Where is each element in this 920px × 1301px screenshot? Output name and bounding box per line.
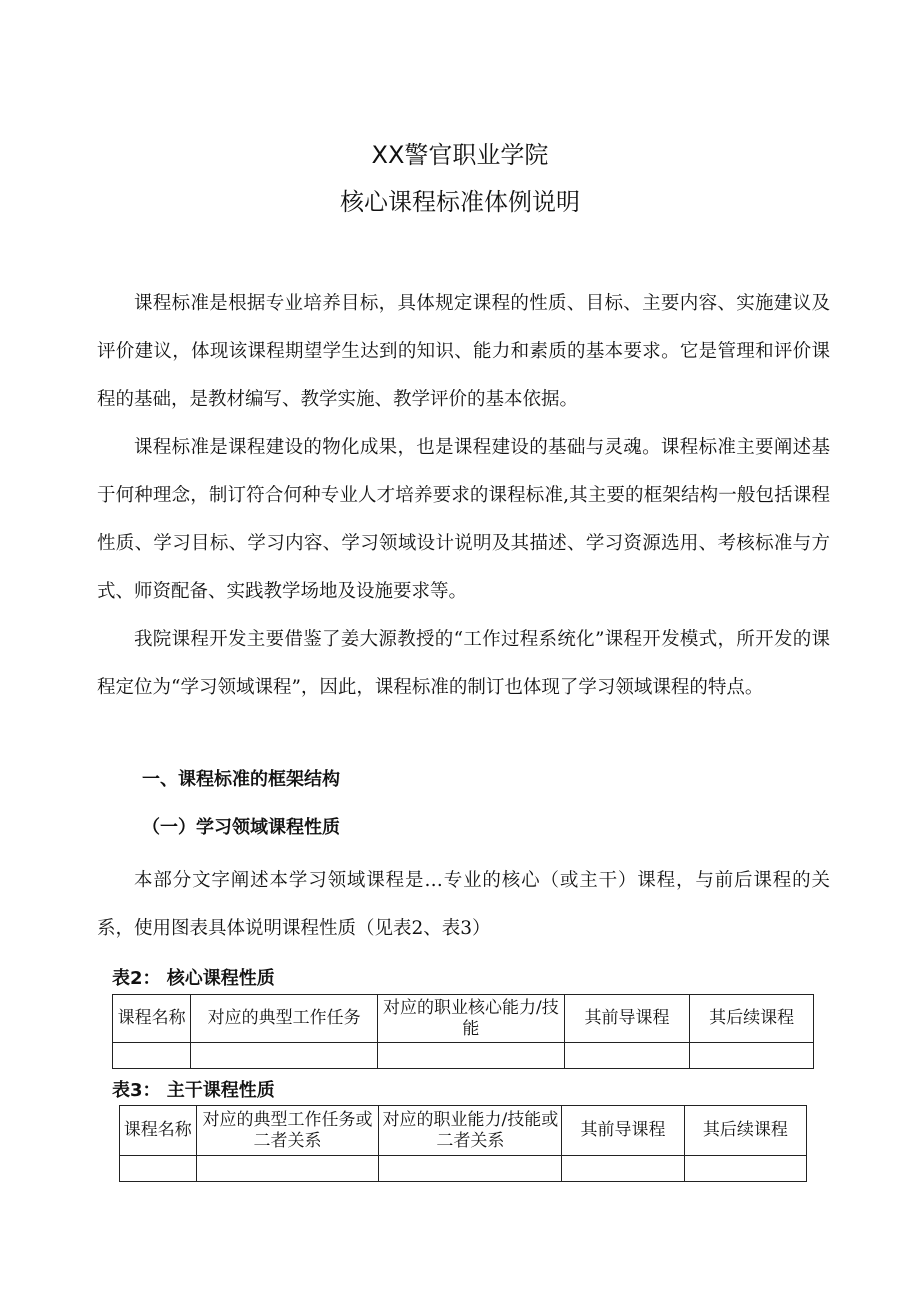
table-cell [113,1043,191,1069]
table-row [120,1156,807,1182]
table-header-cell: 其后续课程 [690,995,814,1043]
paragraph-2: 课程标准是课程建设的物化成果，也是课程建设的基础与灵魂。课程标准主要阐述基于何种理念，制订符合何种专业人才培养要求的课程标准,其主要的框架结构一般包括课程性质、学习目标、学习内容、学习领域设计说明及其描述、学习资源选用、考核标准与方式、师资配备、实践教学场地及设施要求等。 [97,437,830,602]
table-main-course-nature [119,1105,807,1182]
table-header-cell: 其前导课程 [562,1106,684,1156]
subsection-heading-course-nature: （一）学习领域课程性质 [142,817,340,838]
table-header-cell: 其后续课程 [684,1106,806,1156]
table-core-course-nature [112,994,814,1069]
document-title: XX警官职业学院 [371,141,549,169]
table-cell [377,1043,564,1069]
table-header-cell: 课程名称 [120,1106,197,1156]
table-row [113,1043,814,1069]
course-nature-body [97,857,830,953]
paragraph-course-nature: 本部分文字阐述本学习领域课程是…专业的核心（或主干）课程，与前后课程的关系，使用图表具体说明课程性质（见表2、表3） [97,870,830,939]
table-header-row [113,995,814,1043]
table-header-cell: 对应的典型工作任务 [191,995,378,1043]
document-subtitle: 核心课程标准体例说明 [340,188,580,216]
paragraph-3: 我院课程开发主要借鉴了姜大源教授的“工作过程系统化”课程开发模式，所开发的课程定位为“学习领域课程”，因此，课程标准的制订也体现了学习领域课程的特点。 [97,629,830,698]
table-cell [379,1156,562,1182]
intro-body [97,280,830,712]
table-header-cell: 对应的职业能力/技能或二者关系 [379,1106,562,1156]
table-cell [562,1156,684,1182]
table-header-row [120,1106,807,1156]
paragraph-1: 课程标准是根据专业培养目标，具体规定课程的性质、目标、主要内容、实施建议及评价建议，体现该课程期望学生达到的知识、能力和素质的基本要求。它是管理和评价课程的基础，是教材编写、教学实施、教学评价的基本依据。 [97,293,830,410]
table-cell [120,1156,197,1182]
table-cell [196,1156,379,1182]
section-heading-framework: 一、课程标准的框架结构 [142,769,340,790]
table-header-cell: 课程名称 [113,995,191,1043]
table-cell [684,1156,806,1182]
table-header-cell: 其前导课程 [564,995,690,1043]
table2-caption: 表2： 核心课程性质 [112,968,275,989]
table-header-cell: 对应的职业核心能力/技能 [377,995,564,1043]
table-header-cell: 对应的典型工作任务或二者关系 [196,1106,379,1156]
table-cell [564,1043,690,1069]
table3-caption: 表3： 主干课程性质 [112,1080,275,1101]
table-cell [191,1043,378,1069]
table-cell [690,1043,814,1069]
